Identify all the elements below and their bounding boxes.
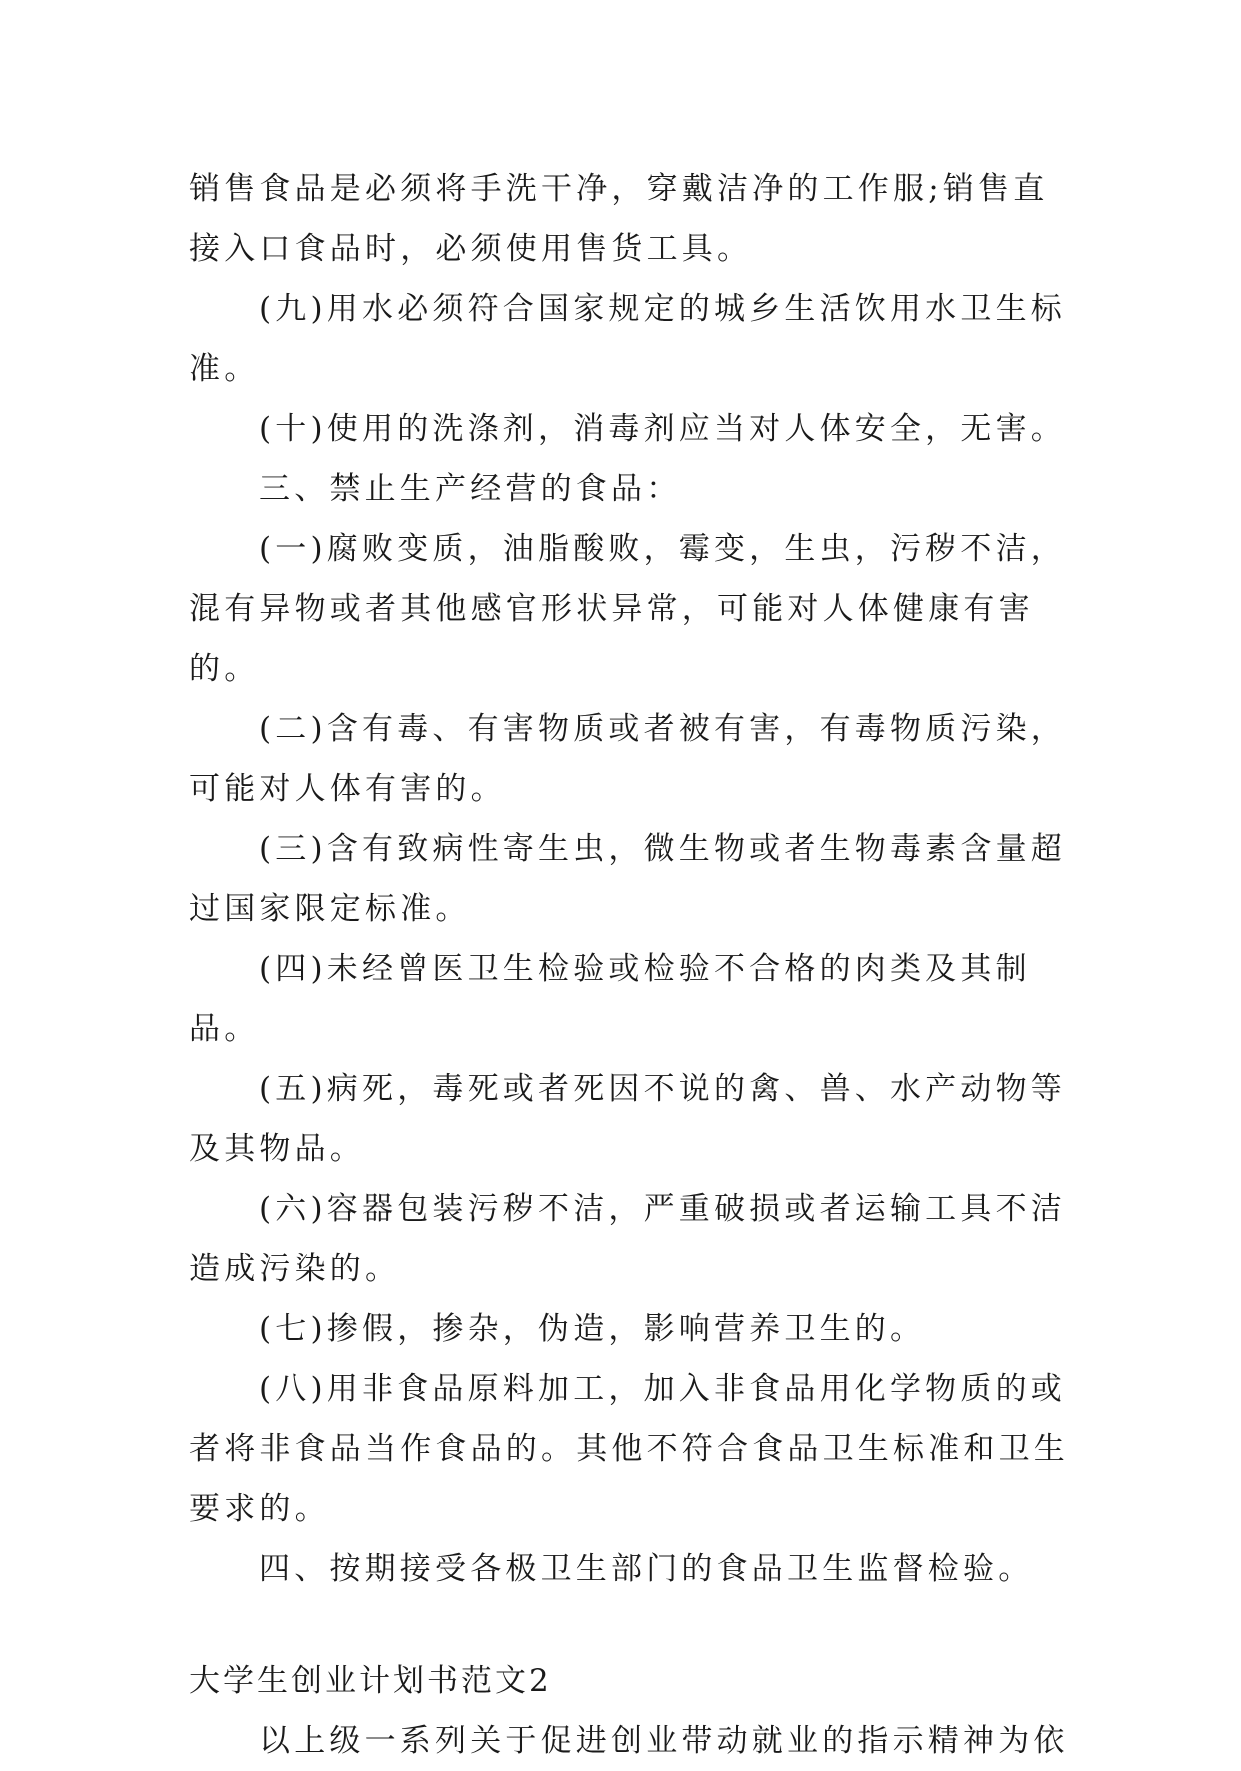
paragraph-10: (六)容器包装污秽不洁，严重破损或者运输工具不洁造成污染的。 <box>189 1191 1066 1287</box>
paragraph-9: (五)病死，毒死或者死因不说的禽、兽、水产动物等及其物品。 <box>189 1071 1066 1167</box>
paragraph-7: (三)含有致病性寄生虫，微生物或者生物毒素含量超过国家限定标准。 <box>189 831 1066 927</box>
section-title: 大学生创业计划书范文2 <box>189 1663 552 1699</box>
paragraph-3: (十)使用的洗涤剂，消毒剂应当对人体安全，无害。 <box>259 411 1066 447</box>
paragraph-11: (七)掺假，掺杂，伪造，影响营养卫生的。 <box>259 1311 926 1347</box>
paragraph-1: 销售食品是必须将手洗干净，穿戴洁净的工作服;销售直接入口食品时，必须使用售货工具。 <box>189 171 1049 267</box>
paragraph-4: 三、禁止生产经营的食品： <box>259 471 682 507</box>
paragraph-5: (一)腐败变质，油脂酸败，霉变，生虫，污秽不洁，混有异物或者其他感官形状异常，可能对人体健康有害的。 <box>189 531 1066 687</box>
paragraph-2: (九)用水必须符合国家规定的城乡生活饮用水卫生标准。 <box>189 291 1066 387</box>
paragraph-13: 四、按期接受各极卫生部门的食品卫生监督检验。 <box>259 1551 1034 1587</box>
paragraph-12: (八)用非食品原料加工，加入非食品用化学物质的或者将非食品当作食品的。其他不符合食品卫生标准和卫生要求的。 <box>189 1371 1069 1527</box>
paragraph-8: (四)未经曾医卫生检验或检验不合格的肉类及其制品。 <box>189 951 1031 1047</box>
document-body <box>189 159 1069 1771</box>
section-first-paragraph: 以上级一系列关于促进创业带动就业的指示精神为依 <box>259 1723 1069 1759</box>
paragraph-6: (二)含有毒、有害物质或者被有害，有毒物质污染，可能对人体有害的。 <box>189 711 1066 807</box>
